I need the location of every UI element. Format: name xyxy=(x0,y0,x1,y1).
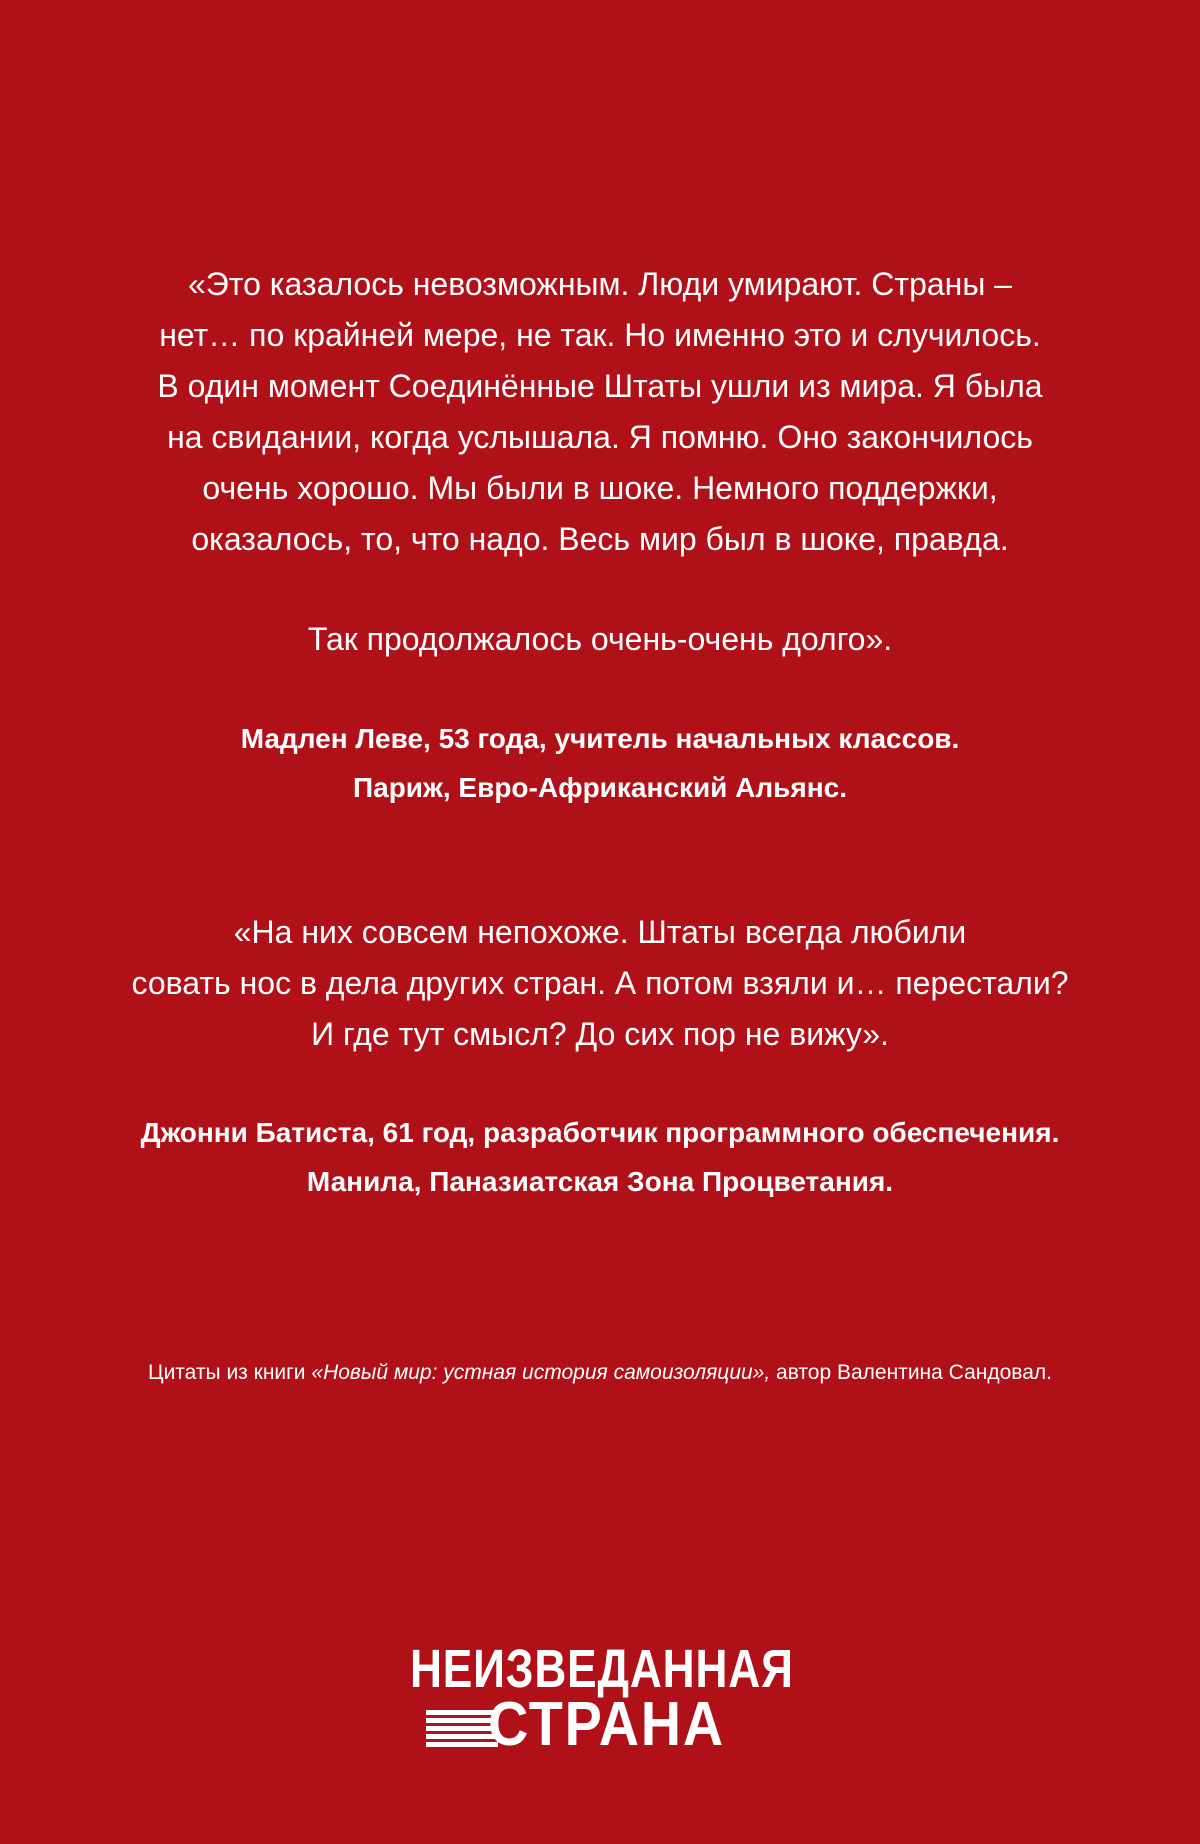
quote-2-line: «На них совсем непохоже. Штаты всегда любили xyxy=(233,914,967,950)
quote-1-line: оказалось, то, что надо. Весь мир был в шоке, правда. xyxy=(191,521,1009,557)
quote-2-line: И где тут смысл? До сих пор не вижу». xyxy=(311,1016,889,1052)
attribution-1-line: Мадлен Леве, 53 года, учитель начальных классов. xyxy=(240,723,960,754)
quote-1-line: В один момент Соединённые Штаты ушли из мира. Я была xyxy=(157,368,1043,404)
quote-1-closing xyxy=(0,614,1200,665)
quote-1-closing-line: Так продолжалось очень-очень долго». xyxy=(307,621,893,657)
source-book-title: «Новый мир: устная история самоизоляции», xyxy=(311,1361,771,1384)
quote-1-line: нет… по крайней мере, не так. Но именно это и случилось. xyxy=(159,317,1041,353)
quote-1 xyxy=(0,259,1200,565)
attribution-2-line: Джонни Батиста, 61 год, разработчик программного обеспечения. xyxy=(140,1117,1060,1148)
attribution-1 xyxy=(0,714,1200,812)
logo-line-2: СТРАНА xyxy=(488,1690,726,1759)
attribution-1-line: Париж, Евро-Африканский Альянс. xyxy=(353,772,847,803)
quote-1-line: на свидании, когда услышала. Я помню. Оно закончилось xyxy=(167,419,1033,455)
quote-2 xyxy=(0,907,1200,1060)
attribution-2 xyxy=(0,1108,1200,1206)
quote-1-line: «Это казалось невозможным. Люди умирают. Страны – xyxy=(187,266,1013,302)
quote-2-line: совать нос в дела других стран. А потом взяли и… перестали? xyxy=(131,965,1069,1001)
source-suffix: автор Валентина Сандовал. xyxy=(770,1361,1052,1384)
quote-1-line: очень хорошо. Мы были в шоке. Немного поддержки, xyxy=(202,470,998,506)
source-prefix: Цитаты из книги xyxy=(148,1361,312,1384)
source-credit xyxy=(0,1358,1200,1388)
attribution-2-line: Манила, Паназиатская Зона Процветания. xyxy=(306,1166,894,1197)
logo-line-1: НЕИЗВЕДАННАЯ xyxy=(410,1639,794,1699)
publisher-logo xyxy=(400,1640,800,1760)
